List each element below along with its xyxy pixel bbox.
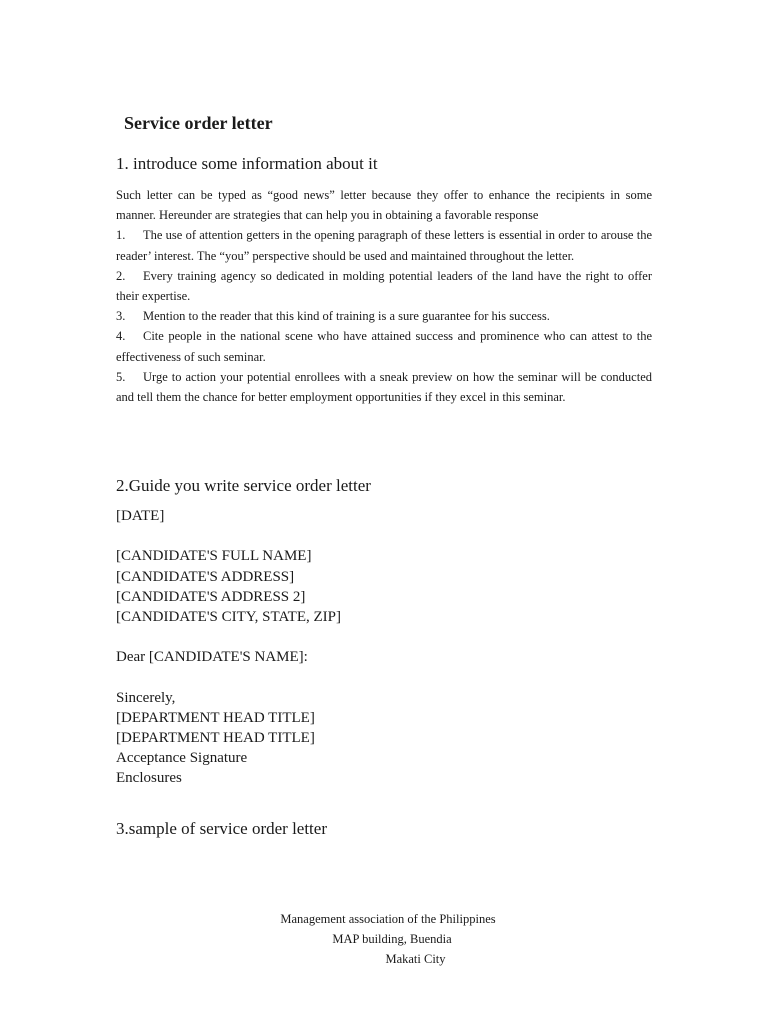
candidate-name-placeholder: [CANDIDATE'S FULL NAME]: [116, 548, 312, 565]
section1-heading: 1. introduce some information about it: [116, 154, 378, 173]
list-item-text: Urge to action your potential enrollees with a sneak preview on how the seminar will be conducted and tell them the chance for better employment opportunities if they excel in this seminar.: [116, 369, 652, 405]
list-item-number: 5.: [116, 369, 126, 384]
list-item: [116, 306, 652, 326]
list-item-number: 1.: [116, 228, 126, 243]
section2-heading: 2.Guide you write service order letter: [116, 476, 371, 495]
list-item: [116, 225, 652, 265]
list-item: [116, 266, 652, 306]
list-item: [116, 367, 652, 407]
enclosures: Enclosures: [116, 770, 182, 787]
sample-address: [116, 909, 660, 970]
list-item-text: The use of attention getters in the opening paragraph of these letters is essential in order to arouse the reader’ interest. The “you” perspective should be used and maintained throughout the letter.: [116, 228, 652, 263]
closing: Sincerely,: [116, 689, 176, 706]
spacer: [116, 526, 341, 546]
list-item-number: 2.: [116, 268, 126, 283]
list-item-text: Every training agency so dedicated in molding potential leaders of the land have the right to offer their expertise.: [116, 268, 652, 304]
department-head-title: [DEPARTMENT HEAD TITLE]: [116, 709, 315, 726]
section1-intro: Such letter can be typed as “good news” letter because they offer to enhance the recipients in some manner. Hereunder are strategies that can help you in obtaining a favorable response: [116, 188, 652, 223]
section3-heading: 3.sample of service order letter: [116, 819, 327, 838]
address-line: Management association of the Philippines: [280, 912, 496, 926]
address-line: Makati City: [385, 952, 446, 967]
spacer: [116, 668, 341, 688]
list-item-number: 3.: [116, 309, 126, 324]
salutation: Dear [CANDIDATE'S NAME]:: [116, 649, 308, 666]
candidate-address-placeholder: [CANDIDATE'S ADDRESS]: [116, 568, 295, 585]
acceptance-signature: Acceptance Signature: [116, 750, 248, 767]
list-item: [116, 326, 652, 366]
list-item-text: Cite people in the national scene who have attained success and prominence who can attest to the effectiveness of such seminar.: [116, 329, 652, 364]
letter-template: [116, 506, 341, 789]
spacer: [116, 627, 341, 647]
date-placeholder: [DATE]: [116, 508, 165, 524]
document-title: Service order letter: [124, 113, 273, 133]
section1-body: [116, 185, 652, 407]
candidate-address2-placeholder: [CANDIDATE'S ADDRESS 2]: [116, 588, 306, 605]
candidate-city-placeholder: [CANDIDATE'S CITY, STATE, ZIP]: [116, 608, 341, 625]
department-head-title: [DEPARTMENT HEAD TITLE]: [116, 730, 315, 747]
address-line: MAP building, Buendia: [332, 932, 452, 947]
list-item-text: Mention to the reader that this kind of training is a sure guarantee for his success.: [143, 309, 550, 324]
list-item-number: 4.: [116, 329, 126, 344]
